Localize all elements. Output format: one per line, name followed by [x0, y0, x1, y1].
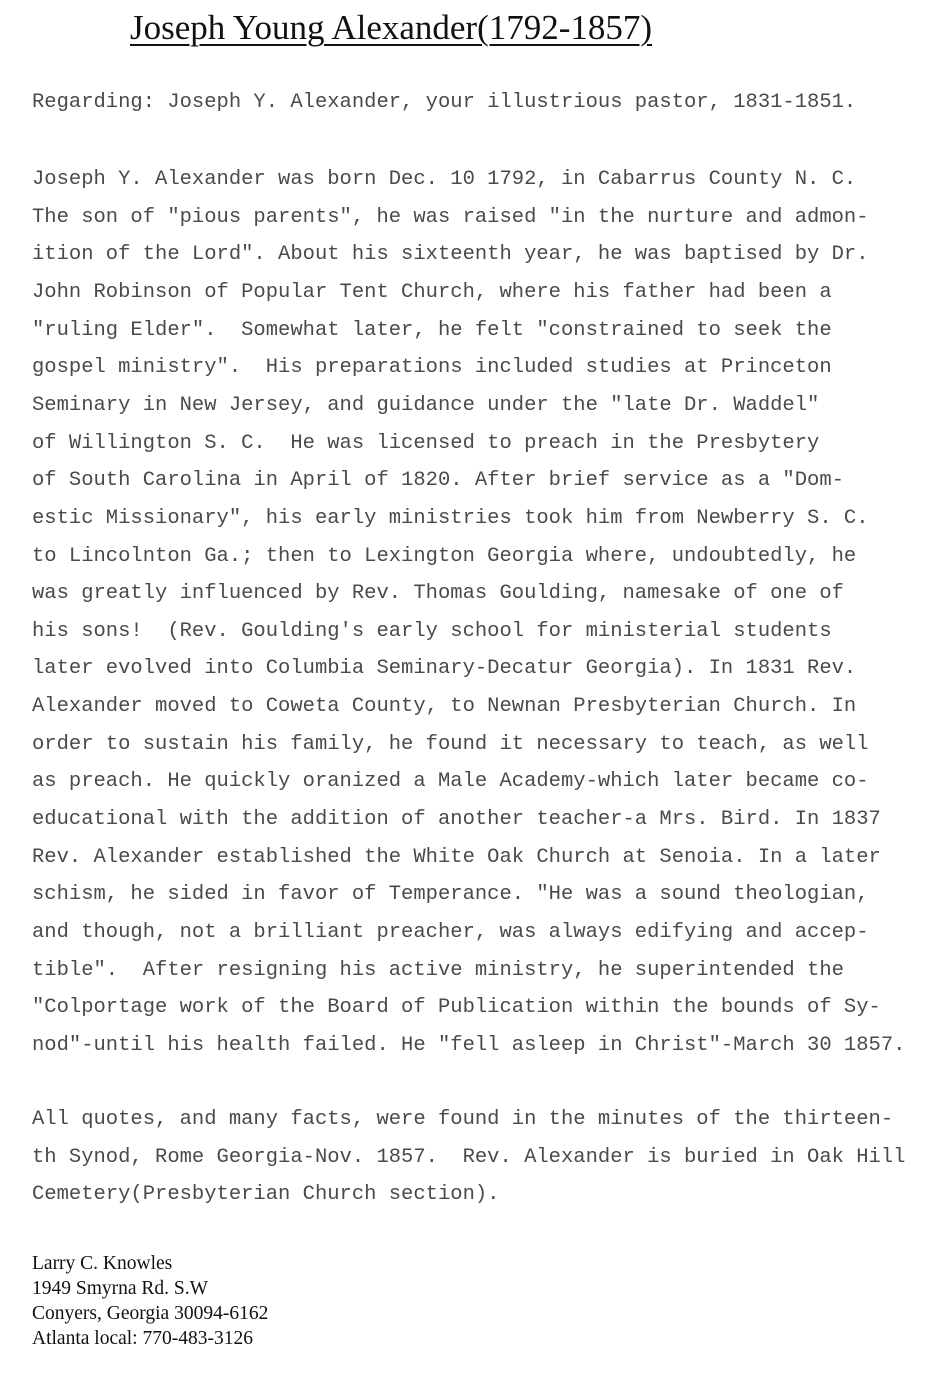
text-line: of South Carolina in April of 1820. After brief service as a "Dom- — [32, 469, 844, 493]
text-line: ition of the Lord". About his sixteenth year, he was baptised by Dr. — [32, 243, 869, 267]
text-line: and though, not a brilliant preacher, was always edifying and accep- — [32, 921, 869, 944]
regarding-line: Regarding: Joseph Y. Alexander, your illustrious pastor, 1831-1851. — [32, 91, 857, 114]
signature-phone: Atlanta local: 770-483-3126 — [32, 1328, 253, 1349]
text-line: Rev. Alexander established the White Oak Church at Senoia. In a later — [32, 845, 881, 869]
text-line: th Synod, Rome Georgia-Nov. 1857. Rev. Alexander is buried in Oak Hill — [32, 1145, 906, 1169]
text-line: estic Missionary", his early ministries took him from Newberry S. C. — [32, 506, 869, 530]
text-line: Alexander moved to Coweta County, to Newnan Presbyterian Church. In — [32, 695, 857, 719]
text-line: All quotes, and many facts, were found in the minutes of the thirteen- — [32, 1108, 894, 1131]
text-line: later evolved into Columbia Seminary-Decatur Georgia). In 1831 Rev. — [32, 657, 857, 681]
text-line: "ruling Elder". Somewhat later, he felt "constrained to seek the — [32, 318, 832, 342]
text-line: tible". After resigning his active ministry, he superintended the — [32, 958, 844, 982]
signature-city: Conyers, Georgia 30094-6162 — [32, 1303, 269, 1324]
text-line: of Willington S. C. He was licensed to preach in the Presbytery — [32, 431, 820, 455]
text-line: his sons! (Rev. Goulding's early school for ministerial students — [32, 619, 832, 643]
signature-street: 1949 Smyrna Rd. S.W — [32, 1278, 209, 1299]
text-line: The son of "pious parents", he was raised "in the nurture and admon- — [32, 205, 869, 229]
text-line: gospel ministry". His preparations included studies at Princeton — [32, 356, 832, 380]
text-line: Cemetery(Presbyterian Church section). — [32, 1183, 500, 1207]
document-title: Joseph Young Alexander(1792-1857) — [130, 8, 653, 47]
text-line: John Robinson of Popular Tent Church, where his father had been a — [32, 280, 832, 304]
text-line: order to sustain his family, he found it necessary to teach, as well — [32, 732, 869, 756]
text-line: as preach. He quickly oranized a Male Academy-which later became co- — [32, 770, 869, 794]
signature-block — [32, 1251, 268, 1351]
text-line: educational with the addition of another teacher-a Mrs. Bird. In 1837 — [32, 808, 881, 832]
text-line: schism, he sided in favor of Temperance. "He was a sound theologian, — [32, 883, 869, 907]
text-line: Joseph Y. Alexander was born Dec. 10 1792, in Cabarrus County N. C. — [32, 168, 857, 191]
text-line: "Colportage work of the Board of Publication within the bounds of Sy- — [32, 996, 881, 1020]
text-line: to Lincolnton Ga.; then to Lexington Georgia where, undoubtedly, he — [32, 544, 857, 568]
signature-name: Larry C. Knowles — [32, 1253, 173, 1274]
text-line: nod"-until his health failed. He "fell asleep in Christ"-March 30 1857. — [32, 1033, 906, 1057]
text-line: was greatly influenced by Rev. Thomas Goulding, namesake of one of — [32, 582, 844, 606]
text-line: Seminary in New Jersey, and guidance under the "late Dr. Waddel" — [32, 393, 820, 417]
